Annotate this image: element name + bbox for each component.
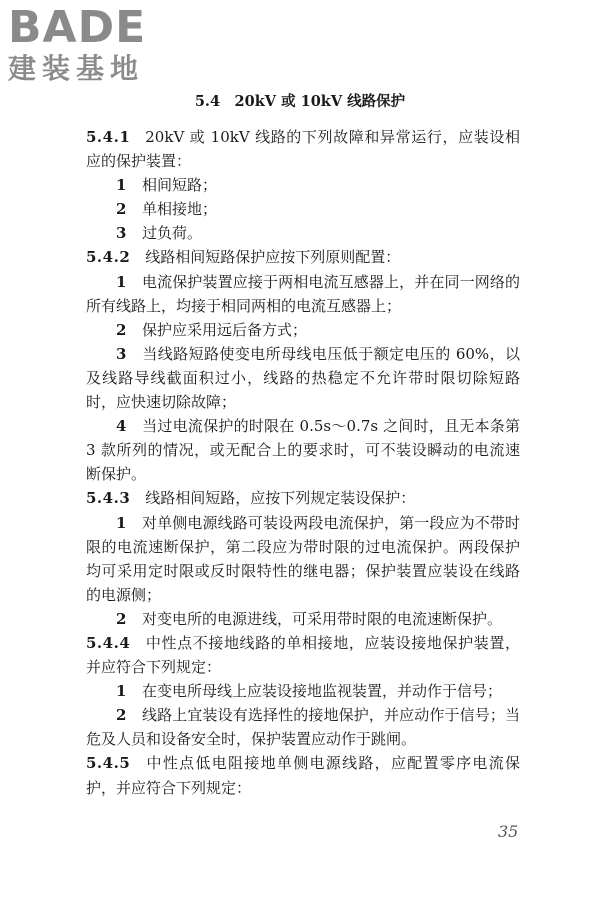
paragraph-text: 保护应采用远后备方式； xyxy=(141,320,307,339)
list-item xyxy=(86,511,520,607)
logo-chinese-text: 建装基地 xyxy=(8,52,145,85)
item-number: 2 xyxy=(116,200,127,219)
paragraph-text: 电流保护装置应接于两相电流互感器上，并在同一网络的所有线路上，均接于相同两相的电流互感器上； xyxy=(86,272,520,315)
paragraph-text: 中性点低电阻接地单侧电源线路，应配置零序电流保护，并应符合下列规定： xyxy=(86,754,520,797)
paragraph-text: 过负荷。 xyxy=(141,224,202,243)
list-item xyxy=(86,414,520,486)
paragraph-text: 当过电流保护的时限在 0.5s～0.7s 之间时，且无本条第 3 款所列的情况，或无配合上的要求时，可不装设瞬动的电流速断保护。 xyxy=(86,417,520,484)
paragraph-text: 在变电所母线上应装设接地监视装置，并动作于信号； xyxy=(141,682,502,701)
paragraph-text: 对单侧电源线路可装设两段电流保护，第一段应为不带时限的电流速断保护，第二段应为带时限的过电流保护。两段保护均可采用定时限或反时限特性的继电器；保护装置应装设在线路的电源侧； xyxy=(86,513,520,604)
document-body xyxy=(86,125,520,800)
list-item xyxy=(86,173,520,197)
clause-paragraph xyxy=(86,631,520,679)
paragraph-text: 对变电所的电源进线，可采用带时限的电流速断保护。 xyxy=(141,609,502,628)
paragraph-text: 相间短路； xyxy=(141,176,217,195)
clause-number: 5.4.5 xyxy=(86,754,131,773)
clause-number: 5.4.4 xyxy=(86,633,131,652)
paragraph-text: 线路相间短路保护应按下列原则配置： xyxy=(145,248,401,267)
page-number: 35 xyxy=(498,822,519,841)
paragraph-text: 当线路短路使变电所母线电压低于额定电压的 60%，以及线路导线截面积过小，线路的热稳定不允许带时限切除短路时，应快速切除故障； xyxy=(86,344,520,412)
list-item xyxy=(86,703,520,751)
logo-latin-text: BADE xyxy=(8,2,147,53)
paragraph-text: 20kV 或 10kV 线路的下列故障和异常运行，应装设相应的保护装置： xyxy=(86,128,520,171)
list-item xyxy=(86,270,520,318)
clause-paragraph xyxy=(86,125,520,173)
clause-number: 5.4.3 xyxy=(86,489,131,508)
brand-logo xyxy=(8,4,178,90)
clause-number: 5.4.1 xyxy=(86,128,131,146)
item-number: 3 xyxy=(116,224,127,243)
list-item xyxy=(86,679,520,703)
paragraph-text: 线路相间短路，应按下列规定装设保护： xyxy=(145,489,416,508)
clause-paragraph xyxy=(86,751,520,799)
paragraph-text: 单相接地； xyxy=(141,200,217,219)
item-number: 1 xyxy=(116,272,127,291)
list-item xyxy=(86,318,520,342)
clause-paragraph xyxy=(86,486,520,510)
list-item xyxy=(86,607,520,631)
section-heading: 5.4 20kV 或 10kV 线路保护 xyxy=(194,93,406,110)
list-item xyxy=(86,221,520,245)
item-number: 2 xyxy=(116,609,127,628)
paragraph-text: 中性点不接地线路的单相接地，应装设接地保护装置，并应符合下列规定： xyxy=(86,633,520,677)
item-number: 2 xyxy=(116,320,127,339)
item-number: 2 xyxy=(116,706,127,725)
item-number: 1 xyxy=(116,176,127,195)
clause-paragraph xyxy=(86,245,520,269)
list-item xyxy=(86,342,520,414)
list-item xyxy=(86,197,520,221)
item-number: 1 xyxy=(116,682,127,701)
item-number: 1 xyxy=(116,513,127,532)
item-number: 4 xyxy=(116,417,127,436)
clause-number: 5.4.2 xyxy=(86,248,131,267)
paragraph-text: 线路上宜装设有选择性的接地保护，并应动作于信号；当危及人员和设备安全时，保护装置应动作于跳闸。 xyxy=(86,706,520,749)
item-number: 3 xyxy=(116,344,127,363)
